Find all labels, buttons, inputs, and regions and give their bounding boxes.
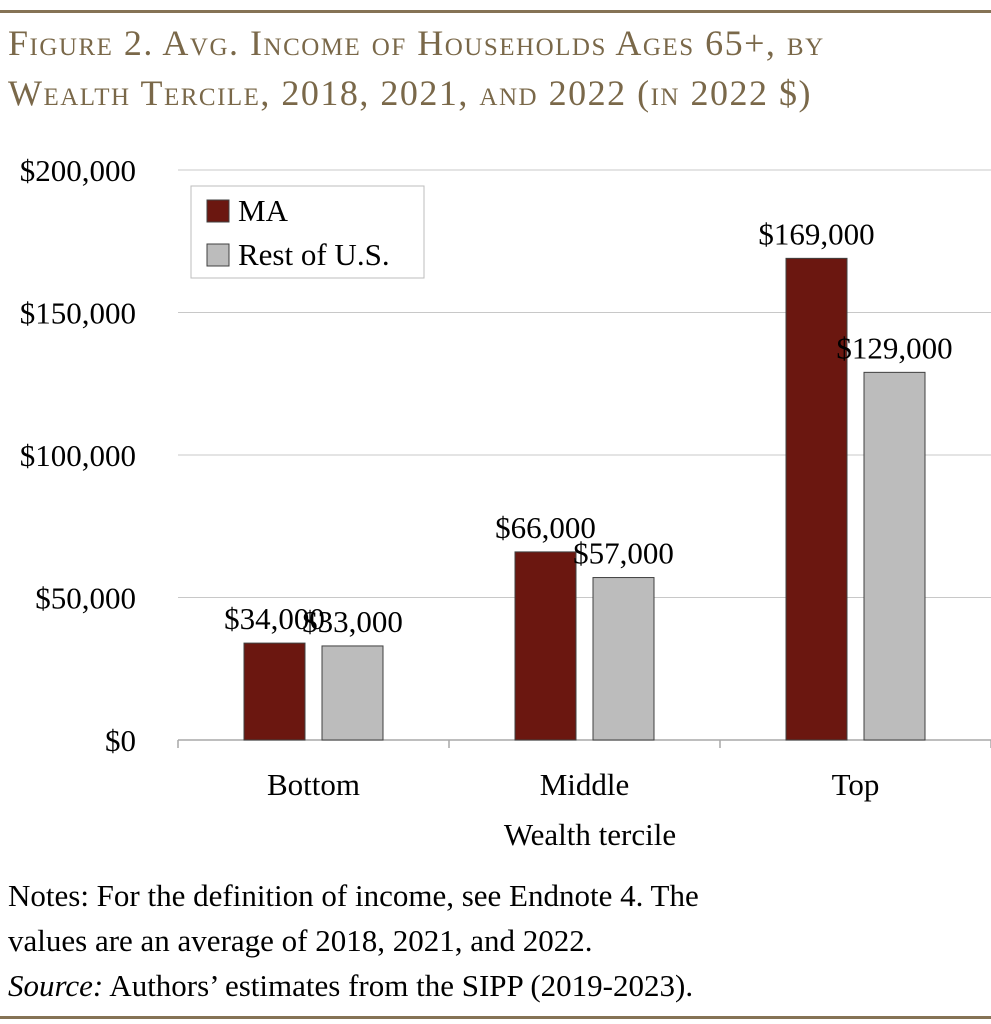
x-tick-label: Bottom: [266, 767, 361, 802]
y-tick-label: $150,000: [19, 295, 136, 331]
source-text: Authors’ estimates from the SIPP (2019-2023).: [103, 968, 694, 1003]
legend-label-rest-of-us: Rest of U.S.: [238, 237, 390, 272]
source-label: Source:: [8, 968, 104, 1003]
data-label: $57,000: [573, 535, 674, 571]
legend-label-ma: MA: [238, 193, 288, 228]
data-label: $66,000: [495, 509, 596, 545]
bar-ma-bottom: [244, 643, 305, 740]
y-tick-label: $0: [105, 723, 136, 758]
bar-rest-of-us-top: [864, 372, 925, 740]
source-line: [8, 968, 693, 1004]
legend-swatch-ma: [207, 200, 229, 222]
legend-swatch-rest-of-us: [207, 244, 229, 266]
y-tick-label: $100,000: [19, 438, 136, 473]
legend: [191, 186, 424, 278]
data-label: $33,000: [302, 603, 403, 639]
figure-title-line-2: Wealth Tercile, 2018, 2021, and 2022 (in 2022 $): [8, 73, 812, 113]
x-tick-label: Middle: [539, 767, 630, 802]
figure-title-line-1: Figure 2. Avg. Income of Households Ages 65+, by: [8, 23, 825, 63]
data-label: $169,000: [758, 216, 875, 252]
bottom-rule: [0, 1016, 991, 1019]
bar-rest-of-us-middle: [593, 578, 654, 740]
notes-line-1: Notes: For the definition of income, see Endnote 4. The: [8, 878, 699, 913]
data-label: $129,000: [836, 330, 953, 366]
x-axis-label: Wealth tercile: [503, 817, 677, 852]
data-label: $34,000: [224, 601, 325, 637]
bar-rest-of-us-bottom: [322, 646, 383, 740]
axes: [178, 740, 991, 748]
y-tick-label: $200,000: [19, 153, 136, 188]
bar-ma-middle: [515, 552, 576, 740]
x-tick-label: Top: [831, 767, 880, 802]
bars: [244, 258, 925, 740]
y-tick-label: $50,000: [35, 580, 136, 616]
notes-line-2: values are an average of 2018, 2021, and 2022.: [8, 923, 593, 958]
tick-labels: [20, 153, 880, 802]
top-rule: [0, 10, 991, 13]
bar-chart: [0, 150, 991, 860]
